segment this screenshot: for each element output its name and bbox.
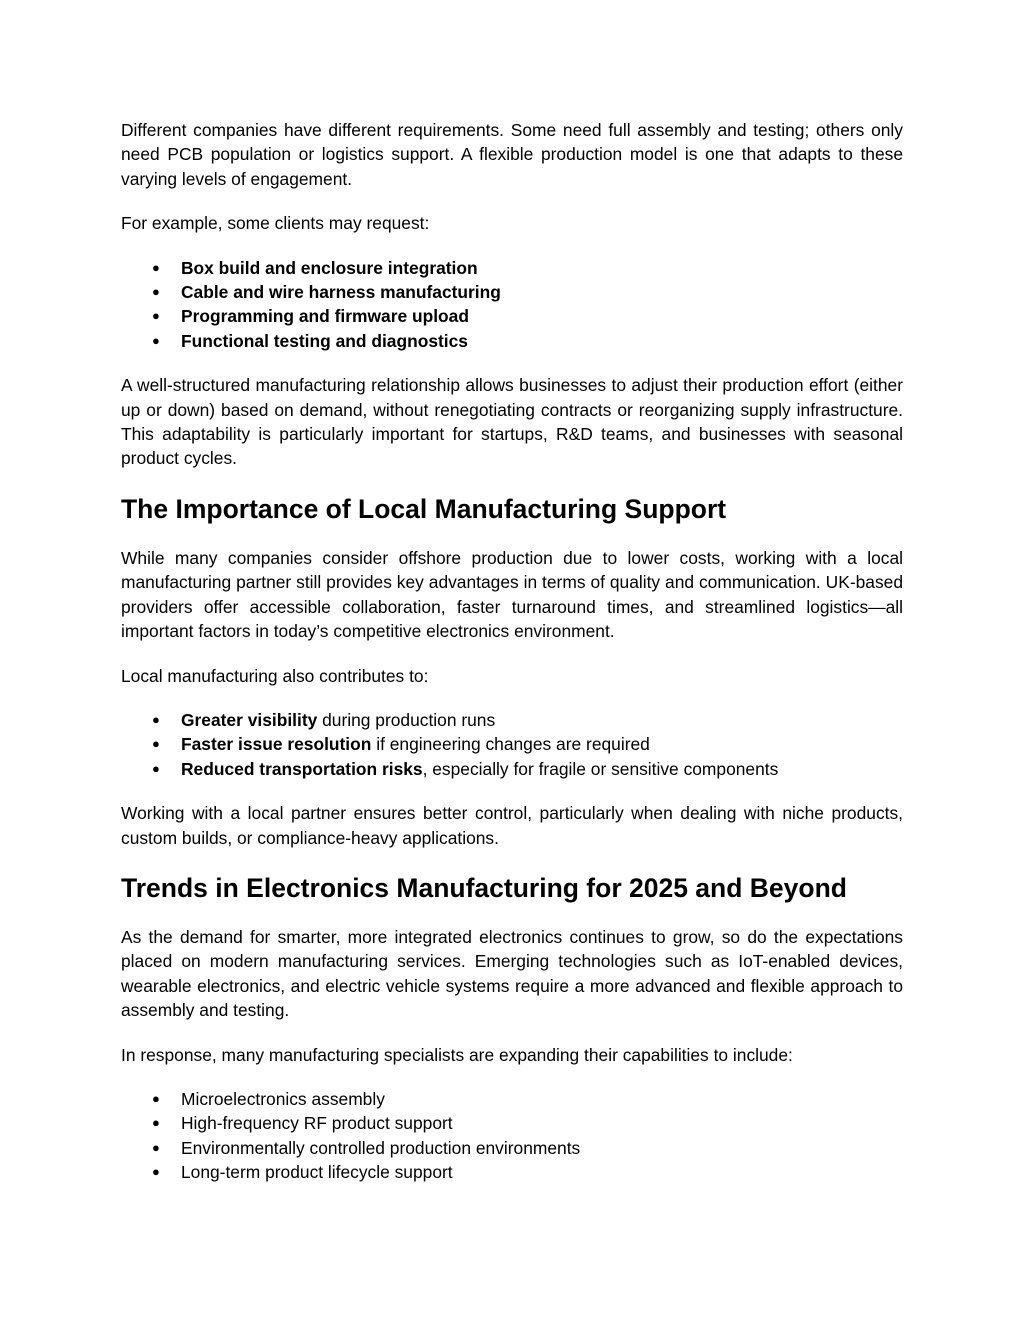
intro-paragraph-3: A well-structured manufacturing relationship allows businesses to adjust their production effort (either up or down) based on demand, without renegotiating contracts or reorganizing supply infrastructure. This adaptability is particularly important for startups, R&D teams, and businesses with seasonal product cycles. — [121, 375, 903, 469]
list-item — [121, 1087, 903, 1111]
bullet-icon: ● — [152, 1090, 160, 1106]
list-item-text: Cable and wire harness manufacturing — [181, 282, 501, 303]
bullet-icon: ● — [152, 284, 160, 300]
document-page — [121, 118, 903, 1185]
intro-paragraph-2: For example, some clients may request: — [121, 213, 430, 234]
list-item-bold: Faster issue resolution — [181, 734, 372, 755]
trends-paragraph-1: As the demand for smarter, more integrated electronics continues to grow, so do the expectations placed on modern manufacturing services. Emerging technologies such as IoT-enabled devices, wearable electronics, and electric vehicle systems require a more advanced and flexible approach to assembly and testing. — [121, 926, 903, 1021]
trends-paragraph-2: In response, many manufacturing specialists are expanding their capabilities to include: — [121, 1044, 793, 1065]
list-item-text: Environmentally controlled production environments — [181, 1137, 581, 1158]
bullet-icon: ● — [152, 332, 160, 348]
list-item-text: Box build and enclosure integration — [181, 257, 478, 278]
list-item — [121, 1111, 903, 1135]
list-item-text: High-frequency RF product support — [181, 1113, 453, 1134]
list-item-text: Microelectronics assembly — [181, 1088, 385, 1109]
bullet-icon: ● — [152, 259, 160, 275]
list-item — [121, 708, 903, 732]
bullet-icon: ● — [152, 1115, 160, 1131]
list-item-bold: Reduced transportation risks — [181, 758, 423, 779]
list-item-text: if engineering changes are required — [371, 734, 650, 755]
section-heading-local: The Importance of Local Manufacturing Support — [121, 493, 727, 524]
list-item — [121, 757, 903, 781]
list-item — [121, 1160, 903, 1184]
list-item — [121, 329, 903, 353]
list-item — [121, 280, 903, 304]
local-paragraph-3: Working with a local partner ensures better control, particularly when dealing with niche products, custom builds, or compliance-heavy applications. — [121, 803, 903, 848]
bullet-icon: ● — [152, 308, 160, 324]
bullet-icon: ● — [152, 1164, 160, 1180]
intro-paragraph-1: Different companies have different requirements. Some need full assembly and testing; others only need PCB population or logistics support. A flexible production model is one that adapts to these varying levels of engagement. — [121, 120, 903, 189]
list-item-bold: Greater visibility — [181, 709, 318, 730]
list-item-text: Functional testing and diagnostics — [181, 330, 468, 351]
list-item — [121, 732, 903, 756]
bullet-icon: ● — [152, 736, 160, 752]
list-item-text: during production runs — [317, 709, 496, 730]
bullet-icon: ● — [152, 1139, 160, 1155]
local-list — [121, 708, 903, 781]
section-heading-trends: Trends in Electronics Manufacturing for 2025 and Beyond — [121, 872, 847, 903]
bullet-icon: ● — [152, 760, 160, 776]
intro-list — [121, 256, 903, 354]
trends-list — [121, 1087, 903, 1185]
local-paragraph-1: While many companies consider offshore production due to lower costs, working with a local manufacturing partner still provides key advantages in terms of quality and communication. UK-based providers offer accessible collaboration, faster turnaround times, and streamlined logistics—all important factors in today’s competitive electronics environment. — [121, 547, 903, 642]
list-item-text: , especially for fragile or sensitive components — [422, 758, 779, 779]
list-item-text: Programming and firmware upload — [181, 306, 469, 327]
list-item — [121, 1136, 903, 1160]
list-item-text: Long-term product lifecycle support — [181, 1162, 453, 1183]
list-item — [121, 256, 903, 280]
local-paragraph-2: Local manufacturing also contributes to: — [121, 665, 429, 686]
bullet-icon: ● — [152, 711, 160, 727]
list-item — [121, 304, 903, 328]
